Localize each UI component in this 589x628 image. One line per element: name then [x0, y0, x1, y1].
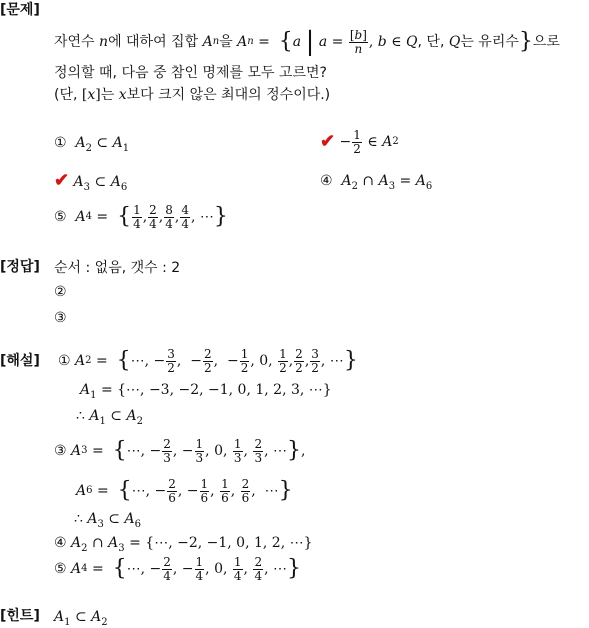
option-4[interactable]: ④ $A_2$ ∩ $A_3 = A_6$: [320, 173, 433, 192]
question-line-2: 정의할 때, 다음 중 참인 명제를 모두 고르면?: [54, 65, 327, 81]
option-5[interactable]: ⑤ A 4 = { $\frac{1}{4}$ , $\frac{2}{4}$ , $\frac{8}{4}$ , $\frac{4}{4}$ , ⋯ }: [54, 202, 228, 231]
explanation-line-intersection: ④ $A_2$ ∩ $A_3$ = {⋯, −2, −1, 0, 1, 2, ⋯}: [54, 535, 313, 554]
explanation-line-a4: ⑤ A 4 = { ⋯, − $\frac{2}{4}$ , − $\frac{1}{4}$ , 0, $\frac{1}{4}$ , $\frac{2}{4}$ , ⋯ }: [54, 554, 301, 583]
question-line-3: (단, [x]는 x보다 크지 않은 최대의 정수이다.): [54, 87, 331, 103]
answer-item-2: ③: [54, 310, 67, 326]
hint-text: $A_1$ ⊂ $A_2$: [54, 609, 108, 628]
explanation-label: [해설]: [0, 353, 40, 369]
question-line-1: 자연수 n 에 대하여 집합 A n 을 A n = { a | a = $\frac{[b]}{n}$ , b ∈ Q , 단, Q 는 유리수 } 으로: [54, 27, 560, 57]
problem-label: [문제]: [0, 2, 40, 18]
explanation-line-a2: ① A 2 = { ⋯, − $\frac{3}{2}$ , − $\frac{2}{2}$ , − $\frac{1}{2}$ , 0, $\frac{1}{2}$ , $\frac{2}{2}$ , $\frac{3}{2}$ , ⋯ }: [58, 346, 358, 375]
explanation-line-conclusion-3: ∴ $A_3$ ⊂ $A_6$: [74, 511, 141, 530]
option-1[interactable]: ① $A_2$ ⊂ $A_1$: [54, 135, 130, 154]
option-5-marker: ⑤: [54, 209, 67, 225]
checkmark-icon: ✔: [320, 131, 336, 152]
option-3[interactable]: ✔ $A_3$ ⊂ $A_6$: [54, 170, 128, 193]
option-1-marker: ①: [54, 135, 67, 151]
answer-summary: 순서 : 없음, 갯수 : 2: [54, 260, 181, 276]
option-2[interactable]: ✔ − $\frac{1}{2}$ ∈ A 2: [320, 127, 399, 156]
hint-label: [힌트]: [0, 608, 40, 624]
explanation-line-a3: ③ A 3 = { ⋯, − $\frac{2}{3}$ , − $\frac{1}{3}$ , 0, $\frac{1}{3}$ , $\frac{2}{3}$ , ⋯ } ,: [54, 436, 306, 465]
answer-label: [정답]: [0, 259, 40, 275]
answer-item-1: ②: [54, 284, 67, 300]
option-4-marker: ④: [320, 173, 333, 189]
explanation-line-a6: A 6 = { ⋯, − $\frac{2}{6}$ , − $\frac{1}{6}$ , $\frac{1}{6}$ , $\frac{2}{6}$ , ⋯ }: [76, 476, 293, 505]
explanation-line-a1: $A_1$ = {⋯, −3, −2, −1, 0, 1, 2, 3, ⋯}: [80, 382, 332, 401]
explanation-line-conclusion-1: ∴ $A_1$ ⊂ $A_2$: [76, 408, 143, 427]
checkmark-icon: ✔: [54, 170, 70, 191]
